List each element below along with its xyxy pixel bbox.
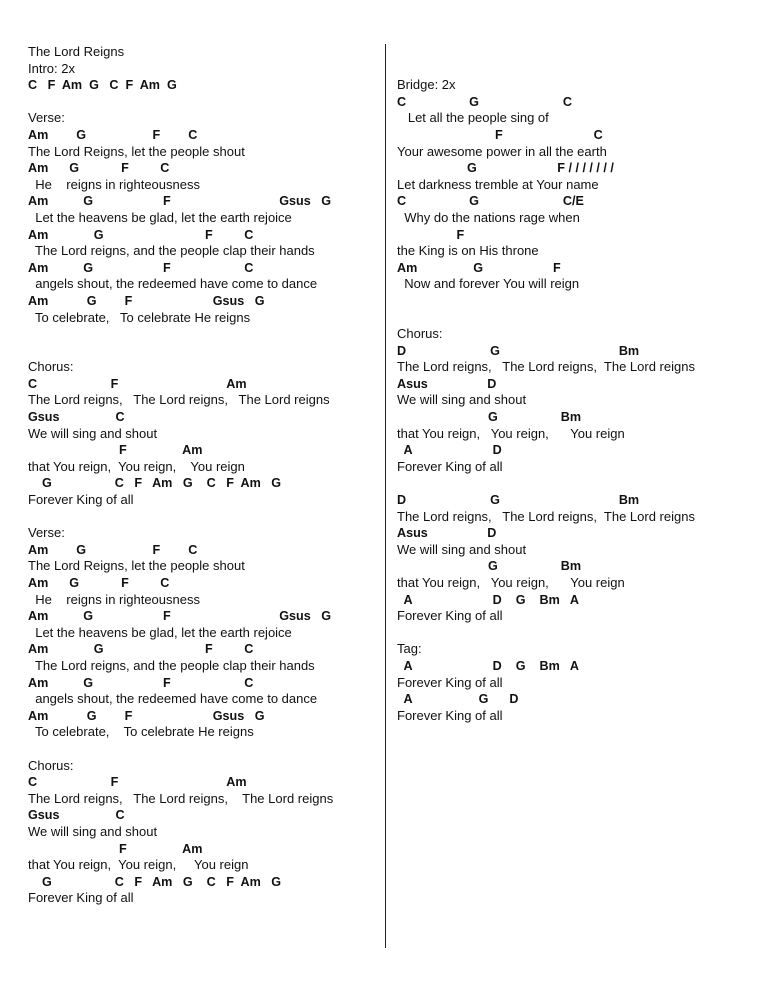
lyric-line: that You reign, You reign, You reign <box>397 575 625 590</box>
lyric-line: Chorus: <box>28 359 74 375</box>
lyric-line: Forever King of all <box>28 890 134 906</box>
chord-line: Am G F Gsus G <box>28 293 265 308</box>
blank-line <box>28 326 378 343</box>
lyric-line: Forever King of all <box>397 608 503 624</box>
chord-line: Am G F Gsus G <box>28 194 332 209</box>
lyric-line: We will sing and shout <box>28 823 158 839</box>
lyric-line: We will sing and shout <box>28 425 158 441</box>
chord-line: A D <box>397 443 502 458</box>
chord-line: C F Am G C F Am G <box>28 78 177 93</box>
lyric-line: Let all the people sing of <box>397 110 549 126</box>
chord-line: G F / / / / / / / <box>397 161 614 176</box>
chord-line: Am G F C <box>28 161 170 176</box>
blank-line <box>397 61 757 78</box>
lyric-line: Chorus: <box>397 326 443 342</box>
chord-line: Am G F C <box>28 675 254 690</box>
chord-line: Am G F Gsus G <box>28 609 332 624</box>
lyric-line: The Lord Reigns, let the people shout <box>28 558 245 574</box>
chord-line: D G Bm <box>397 493 640 508</box>
chord-line: Am G F <box>397 260 561 275</box>
lyric-line: that You reign, You reign, You reign <box>28 458 245 474</box>
blank-line <box>397 310 757 327</box>
lyric-line: that You reign, You reign, You reign <box>28 857 249 873</box>
chord-line: C G C <box>397 94 572 109</box>
lyric-line: We will sing and shout <box>397 392 527 408</box>
lyric-line: He reigns in righteousness <box>28 591 200 607</box>
chord-line: F Am <box>28 443 203 458</box>
chord-line: D G Bm <box>397 343 640 358</box>
lyric-line: Verse: <box>28 525 65 541</box>
chord-line: Am G F C <box>28 642 254 657</box>
lyric-line: The Lord Reigns, let the people shout <box>28 143 245 159</box>
lyric-line: The Lord reigns, The Lord reigns, The Lord reigns <box>397 359 695 375</box>
lyric-line: He reigns in righteousness <box>28 176 200 192</box>
chord-line: Gsus C <box>28 410 125 425</box>
chord-line: Asus D <box>397 376 497 391</box>
blank-line <box>28 94 378 111</box>
chord-line: C G C/E <box>397 194 584 209</box>
chord-line: F <box>397 227 465 242</box>
chord-line: Am G F C <box>28 260 254 275</box>
lyric-line: The Lord reigns, The Lord reigns, The Lord reigns <box>28 392 330 408</box>
lyric-line: angels shout, the redeemed have come to dance <box>28 276 318 292</box>
blank-line <box>397 475 757 492</box>
chord-line: Am G F C <box>28 542 198 557</box>
lyric-line: Your awesome power in all the earth <box>397 143 607 159</box>
chord-line: Gsus C <box>28 808 125 823</box>
lyric-line: the King is on His throne <box>397 243 539 259</box>
chord-line: Am G F C <box>28 227 254 242</box>
blank-line <box>397 293 757 310</box>
lyric-line: that You reign, You reign, You reign <box>397 425 625 441</box>
blank-line <box>397 625 757 642</box>
blank-line <box>28 741 378 758</box>
blank-line <box>28 509 378 526</box>
lyric-line: Now and forever You will reign <box>397 276 580 292</box>
lyric-line: Verse: <box>28 110 65 126</box>
lyric-line: The Lord reigns, and the people clap their hands <box>28 657 315 673</box>
column-divider <box>385 44 386 948</box>
lyric-line: Why do the nations rage when <box>397 209 580 225</box>
lyric-line: To celebrate, To celebrate He reigns <box>28 309 251 325</box>
chord-line: A D G Bm A <box>397 658 579 673</box>
chord-line: Asus D <box>397 526 497 541</box>
chord-line: G Bm <box>397 410 582 425</box>
right-column <box>397 44 757 724</box>
blank-line <box>397 44 757 61</box>
chord-line: C F Am <box>28 376 247 391</box>
lyric-line: Forever King of all <box>397 458 503 474</box>
lyric-line: Chorus: <box>28 757 74 773</box>
chord-line: F Am <box>28 841 203 856</box>
lyric-line: The Lord reigns, The Lord reigns, The Lord reigns <box>397 508 695 524</box>
chord-line: G C F Am G C F Am G <box>28 874 282 889</box>
lyric-line: angels shout, the redeemed have come to dance <box>28 691 318 707</box>
lyric-line: The Lord reigns, and the people clap their hands <box>28 243 315 259</box>
lyric-line: Forever King of all <box>397 707 503 723</box>
lyric-line: To celebrate, To celebrate He reigns <box>28 724 254 740</box>
chord-line: C F Am <box>28 775 247 790</box>
chord-line: Am G F C <box>28 127 198 142</box>
lyric-line: Intro: 2x <box>28 60 75 76</box>
lyric-line: We will sing and shout <box>397 541 527 557</box>
lyric-line: Bridge: 2x <box>397 77 456 93</box>
lyric-line: Forever King of all <box>28 492 134 508</box>
chord-line: Am G F C <box>28 576 170 590</box>
lyric-line: Forever King of all <box>397 674 503 690</box>
lyric-line: Tag: <box>397 641 422 657</box>
chord-line: Am G F Gsus G <box>28 708 265 723</box>
lyric-line: The Lord reigns, The Lord reigns, The Lord reigns <box>28 790 334 806</box>
left-column <box>28 44 378 907</box>
chord-line: A G D <box>397 692 519 707</box>
lyric-line: Let the heavens be glad, let the earth rejoice <box>28 209 292 225</box>
lyric-line: The Lord Reigns <box>28 44 125 59</box>
chord-line: F C <box>397 127 603 142</box>
chord-line: G Bm <box>397 559 582 574</box>
chord-line: G C F Am G C F Am G <box>28 476 282 491</box>
lyric-line: Let darkness tremble at Your name <box>397 176 599 192</box>
chord-line: A D G Bm A <box>397 592 579 607</box>
lyric-line: Let the heavens be glad, let the earth rejoice <box>28 624 292 640</box>
blank-line <box>28 343 378 360</box>
